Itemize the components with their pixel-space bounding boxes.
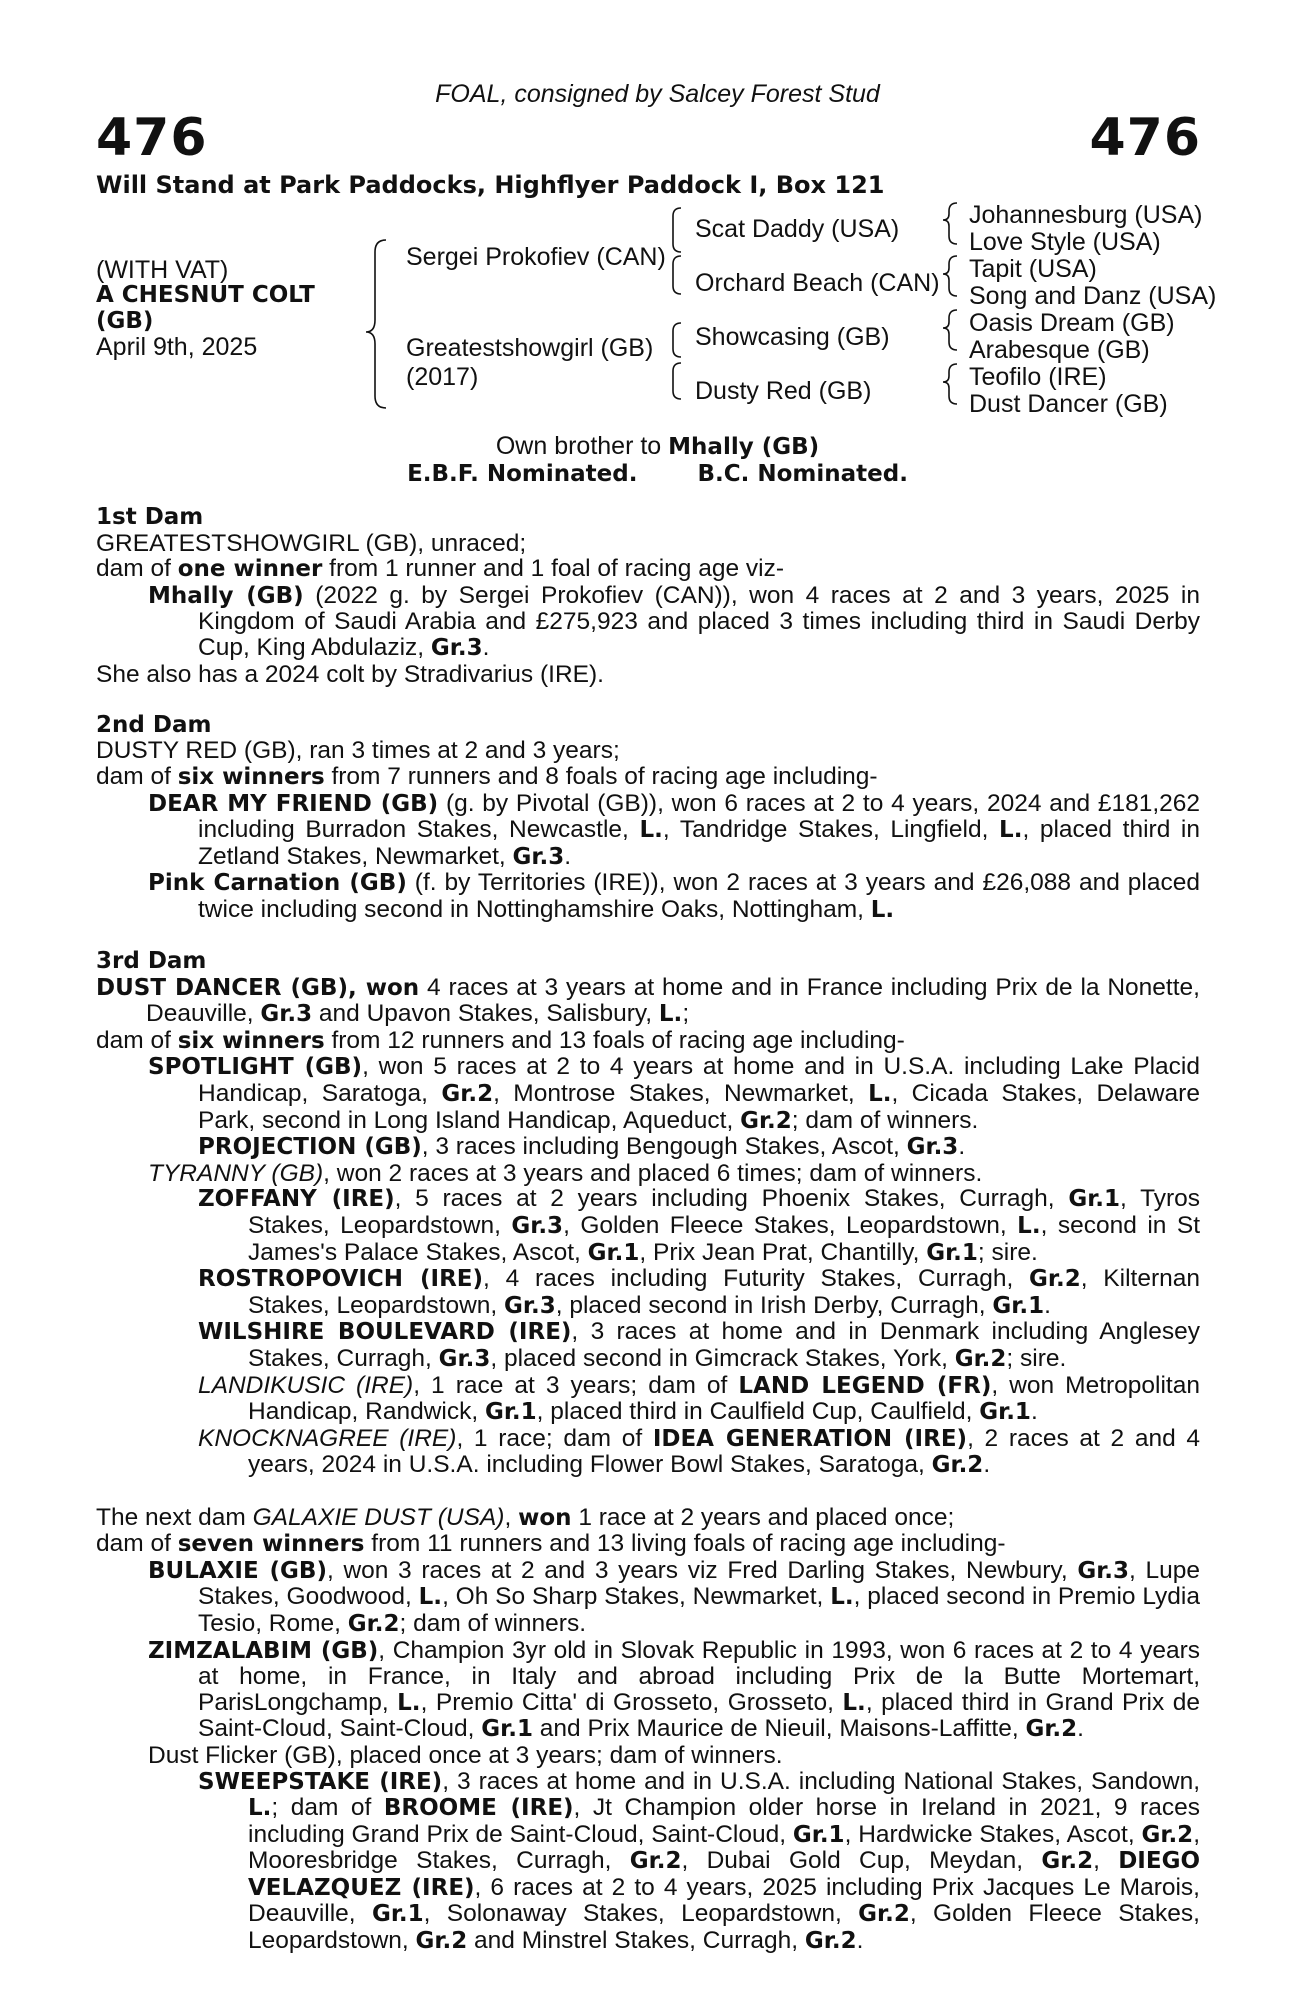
- produce-entry: TYRANNY (GB), won 2 races at 3 years and placed 6 times; dam of winners.: [148, 1159, 983, 1187]
- gsire-bracket-3: [943, 310, 957, 350]
- grandparent-1: Johannesburg (USA): [969, 201, 1203, 229]
- sire: Sergei Prokofiev (CAN): [406, 243, 666, 271]
- produce-entry: WILSHIRE BOULEVARD (IRE), 3 races at home and in Denmark including Anglesey Stakes, Curragh, Gr.3, placed second in Gimcrack Stakes, York, Gr.2; sire.: [198, 1318, 1200, 1372]
- consignment-line: FOAL, consigned by Salcey Forest Stud: [435, 80, 880, 108]
- section-heading-1st-dam: 1st Dam: [96, 504, 204, 530]
- produce-entry: Dust Flicker (GB), placed once at 3 years; dam of winners.: [148, 1741, 783, 1769]
- produce-entry: SWEEPSTAKE (IRE), 3 races at home and in U.S.A. including National Stakes, Sandown, L.; dam of BROOME (IRE), Jt Champion older horse in Ireland in 2021, 9 races including Grand Prix de Saint-Cloud, Saint-Cloud, Gr.1, Hardwicke Stakes, Ascot, Gr.2, Mooresbridge Stakes, Curragh, Gr.2, Dubai Gold Cup, Meydan, Gr.2, DIEGO VELAZQUEZ (IRE), 6 races at 2 to 4 years, 2025 including Prix Jacques Le Marois, Deauville, Gr.1, Solonaway Stakes, Leopardstown, Gr.2, Golden Fleece Stakes, Leopardstown, Gr.2 and Minstrel Stakes, Curragh, Gr.2.: [198, 1767, 1201, 1955]
- main-bracket: [366, 240, 386, 408]
- grandparent-3: Tapit (USA): [969, 255, 1097, 283]
- dam-bracket-top: [673, 323, 681, 357]
- grandparent-2: Love Style (USA): [969, 228, 1161, 256]
- sire-sire: Scat Daddy (USA): [695, 215, 900, 243]
- grandparent-7: Teofilo (IRE): [969, 363, 1107, 391]
- family-details: [96, 505, 1200, 1955]
- produce-entry: ZOFFANY (IRE), 5 races at 2 years including Phoenix Stakes, Curragh, Gr.1, Tyros Stakes, Leopardstown, Gr.3, Golden Fleece Stakes, Leopardstown, L., second in St James's Palace Stakes, Ascot, Gr.1, Prix Jean Prat, Chantilly, Gr.1; sire.: [198, 1185, 1201, 1266]
- produce-entry: SPOTLIGHT (GB), won 5 races at 2 to 4 years at home and in U.S.A. including Lake Placid Handicap, Saratoga, Gr.2, Montrose Stakes, Newmarket, L., Cicada Stakes, Delaware Park, second in Long Island Handicap, Aqueduct, Gr.2; dam of winners.: [148, 1053, 1201, 1134]
- lot-title-country: (GB): [96, 308, 154, 334]
- produce-entry: Mhally (GB) (2022 g. by Sergei Prokofiev (CAN)), won 4 races at 2 and 3 years, 2025 in Kingdom of Saudi Arabia and £275,923 and placed 3 times including third in Saudi Derby Cup, King Abdulaziz, Gr.3.: [148, 581, 1201, 661]
- gsire-bracket-1: [943, 203, 957, 244]
- grandparent-6: Arabesque (GB): [969, 336, 1150, 364]
- produce-entry: DEAR MY FRIEND (GB) (g. by Pivotal (GB)), won 6 races at 2 to 4 years, 2024 and £181,262 including Burradon Stakes, Newcastle, L., Tandridge Stakes, Lingfield, L., placed third in Zetland Stakes, Newmarket, Gr.3.: [148, 789, 1201, 870]
- sire-bracket-top: [673, 208, 681, 252]
- next-dam-line: The next dam GALAXIE DUST (USA), won 1 race at 2 years and placed once;: [96, 1503, 955, 1531]
- dam-bracket-bottom: [673, 363, 681, 399]
- dam-year: (2017): [406, 363, 479, 391]
- produce-entry: PROJECTION (GB), 3 races including Bengough Stakes, Ascot, Gr.3.: [198, 1133, 966, 1161]
- grandparent-8: Dust Dancer (GB): [969, 390, 1168, 418]
- produce-entry: ROSTROPOVICH (IRE), 4 races including Futurity Stakes, Curragh, Gr.2, Kilternan Stakes, Leopardstown, Gr.3, placed second in Irish Derby, Curragh, Gr.1.: [198, 1265, 1200, 1319]
- sire-bracket-bottom: [673, 256, 681, 294]
- produce-entry: LANDIKUSIC (IRE), 1 race at 3 years; dam of LAND LEGEND (FR), won Metropolitan Handicap, Randwick, Gr.1, placed third in Caulfield Cup, Caulfield, Gr.1.: [198, 1371, 1200, 1426]
- grandparent-4: Song and Danz (USA): [969, 282, 1217, 310]
- produce-entry: ZIMZALABIM (GB), Champion 3yr old in Slovak Republic in 1993, won 6 races at 2 to 4 years at home, in France, in Italy and abroad including Prix de la Butte Mortemart, ParisLongchamp, L., Premio Citta' di Grosseto, Grosseto, L., placed third in Grand Prix de Saint-Cloud, Saint-Cloud, Gr.1 and Prix Maurice de Nieuil, Maisons-Laffitte, Gr.2.: [148, 1636, 1200, 1743]
- lot-number-left: 476: [96, 108, 208, 168]
- dam-line: GREATESTSHOWGIRL (GB), unraced;: [96, 529, 527, 557]
- dam: Greatestshowgirl (GB): [406, 334, 654, 362]
- second-dam-produce: dam of six winners from 7 runners and 8 foals of racing age including-: [96, 762, 878, 790]
- lot-title: A CHESNUT COLT: [96, 282, 315, 308]
- dam-produce-line: dam of one winner from 1 runner and 1 foal of racing age viz-: [96, 555, 784, 583]
- stand-location: Will Stand at Park Paddocks, Highflyer Paddock I, Box 121: [96, 171, 885, 199]
- nominations: [0, 459, 1315, 488]
- section-heading-2nd-dam: 2nd Dam: [96, 711, 212, 738]
- dam-note: She also has a 2024 colt by Stradivarius (IRE).: [96, 660, 604, 688]
- dam-dam: Dusty Red (GB): [695, 377, 872, 405]
- dam-sire: Showcasing (GB): [695, 323, 890, 351]
- produce-entry: KNOCKNAGREE (IRE), 1 race; dam of IDEA GENERATION (IRE), 2 races at 2 and 4 years, 2024 in U.S.A. including Flower Bowl Stakes, Saratoga, Gr.2.: [198, 1424, 1201, 1479]
- second-dam-line: DUSTY RED (GB), ran 3 times at 2 and 3 years;: [96, 737, 620, 765]
- lot-number-right: 476: [1089, 108, 1201, 168]
- section-heading-3rd-dam: 3rd Dam: [96, 948, 207, 975]
- foaling-date: April 9th, 2025: [96, 333, 258, 361]
- bc-nomination: B.C. Nominated.: [697, 461, 908, 487]
- gsire-bracket-2: [943, 256, 957, 296]
- gsire-bracket-4: [943, 364, 957, 404]
- ebf-nomination: E.B.F. Nominated.: [407, 461, 638, 487]
- vat-note: (WITH VAT): [96, 256, 229, 284]
- produce-entry: Pink Carnation (GB) (f. by Territories (IRE)), won 2 races at 3 years and £26,088 and placed twice including second in Nottinghamshire Oaks, Nottingham, L.: [148, 869, 1200, 923]
- sire-dam: Orchard Beach (CAN): [695, 269, 940, 297]
- own-brother-note: Own brother to Mhally (GB): [495, 432, 820, 460]
- third-dam-line: DUST DANCER (GB), won 4 races at 3 years at home and in France including Prix de la Nonette, Deauville, Gr.3 and Upavon Stakes, Salisbury, L.;: [96, 973, 1200, 1028]
- next-dam-produce: dam of seven winners from 11 runners and 13 living foals of racing age including-: [96, 1530, 1006, 1558]
- third-dam-produce: dam of six winners from 12 runners and 13 foals of racing age including-: [96, 1026, 905, 1054]
- produce-entry: BULAXIE (GB), won 3 races at 2 and 3 years viz Fred Darling Stakes, Newbury, Gr.3, Lupe Stakes, Goodwood, L., Oh So Sharp Stakes, Newmarket, L., placed second in Premio Lydia Tesio, Rome, Gr.2; dam of winners.: [148, 1556, 1201, 1637]
- grandparent-5: Oasis Dream (GB): [969, 309, 1175, 337]
